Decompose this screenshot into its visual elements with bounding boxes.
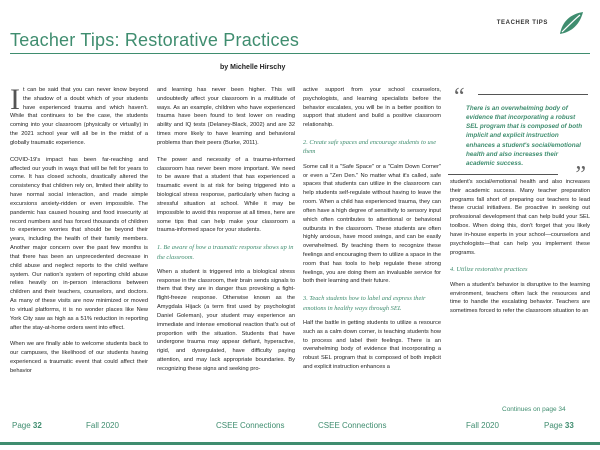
pull-quote <box>448 84 590 188</box>
article-column-1 <box>10 83 148 384</box>
open-quote-mark: “ <box>454 84 465 110</box>
footer-divider <box>0 442 600 445</box>
continues-link[interactable]: Continues on page 34 <box>502 406 566 413</box>
drop-cap: I <box>10 83 20 116</box>
right-publication: CSEE Connections <box>318 421 387 430</box>
intro-paragraph <box>10 83 148 148</box>
right-page-number <box>544 421 574 430</box>
quote-rule-bottom <box>448 174 558 175</box>
left-page-number <box>12 421 42 430</box>
intro-text: t can be said that you can never know beyond the shadow of a doubt which of your students have experienced trauma and which haven't. While that continues to be the case, the students coming into your classroom (physically or virtually) in the 2021 school year will all be in the midst of a globally traumatic experience. <box>10 87 148 146</box>
subheading-tip-3: 3. Teach students how to label and express their emotions in healthy ways through SEL <box>303 295 426 312</box>
paragraph: student's social/emotional health and also increases their academic success. Many teacher preparation programs fall short of preparing our teachers to lead these crucial initiatives. Be proactive in seeking out professional development that can help build your SEL toolbox. When doing this, don't forget that you likely have in-house experts in your school—counselors and psychologists—that can help you implement these programs. <box>450 179 590 256</box>
article-column-4 <box>450 178 590 324</box>
quote-rule-top <box>478 94 588 95</box>
page-label: Page <box>544 421 563 430</box>
page-num: 32 <box>32 421 42 430</box>
paragraph: When a student's behavior is disruptive to the learning environment, teachers often lack the resources and time to handle the escalating behavior. Teachers are sometimes forced to refer the classroom situation to an <box>450 281 590 315</box>
article-column-2 <box>157 86 295 382</box>
article-column-3 <box>303 86 441 380</box>
page-label: Page <box>12 421 31 430</box>
paragraph: When we are finally able to welcome students back to our campuses, the likelihood of our students having experienced a traumatic event that could affect their behavior <box>10 341 148 374</box>
left-issue: Fall 2020 <box>86 421 119 430</box>
leaf-icon <box>556 8 586 38</box>
subheading-tip-1: 1. Be aware of how a traumatic response shows up in the classroom. <box>157 244 294 261</box>
title-divider <box>10 53 590 54</box>
left-publication: CSEE Connections <box>216 421 285 430</box>
subheading-tip-4: 4. Utilize restorative practices <box>450 266 528 274</box>
paragraph: active support from your school counselors, psychologists, and learning specialists before the behavior escalates, you will be in a better position to support that student and build a positive classroom relationship. <box>303 87 441 129</box>
page-num: 33 <box>564 421 574 430</box>
paragraph: Half the battle in getting students to utilize a resource such as a calm down corner, is teaching students how to process and label their feelings. There is an overwhelming body of evidence that incorporating a robust SEL program that is composed of both implicit and explicit instruction enhances a <box>303 319 441 370</box>
byline: by Michelle Hirschy <box>220 64 286 71</box>
section-label: TEACHER TIPS <box>496 20 548 26</box>
pull-quote-text: There is an overwhelming body of evidence that incorporating a robust SEL program that is composed of both implicit and explicit instruction enhances a student's social/emotional health and also increases their academic success. <box>466 105 583 167</box>
paragraph: COVID-19's impact has been far-reaching and affected our youth in ways that will be felt for years to come. It has closed schools, drastically altered the consistency that children rely on, limited their ability to have normal social interaction, and made simple excursions anxiety-ridden or even impossible. The pandemic has caused housing and food insecurity at record numbers and has forced thousands of children to experience worries that should be beyond their years, including the health of their family members. Another major concern over the past few months is that there has been an unprecedented decrease in child abuse and neglect reports to the child welfare system. Our nation's system of reporting child abuse relies heavily on in-person interactions between children and their teachers, counselors, and doctors. As many of these visits are now minimized or moved to virtual platforms, it is no wonder places like New York City saw as high as a 51% reduction in reporting after the stay-at-home orders went into effect. <box>10 156 148 331</box>
paragraph: and learning has never been higher. This will undoubtedly affect your classroom in a multitude of ways. As an example, children who have experienced trauma have been found to test lower on reading ability and IQ tests (Delaney-Black, 2002) and are 32 times more likely to have learning and behavioral problems than their peers (Burke, 2011). <box>157 87 295 146</box>
subheading-tip-2: 2. Create safe spaces and encourage students to use them <box>303 139 437 156</box>
right-issue: Fall 2020 <box>466 421 499 430</box>
paragraph: When a student is triggered into a biological stress response in the classroom, their brain sends signals to them that they are in danger thus provoking a fight-flight-freeze response. Otherwise known as the Amygdala Hijack (a term first used by psychologist Daniel Goleman), your student may experience an immediate and intense emotional reaction that's out of proportion with the situation. Students that have undergone trauma may appear defiant, hyperactive, rigid, and dysregulated, have difficulty paying attention, and may lack appropriate boundaries. By recognizing these signs and seeking pro- <box>157 268 295 372</box>
close-quote-mark: ” <box>575 162 586 188</box>
paragraph: The power and necessity of a trauma-informed classroom has never been more important. We need to be aware that a student that has experienced a traumatic event is at risk for being triggered into a biological stress response, particularly when facing a stressful situation at school. While it may be impossible to avoid this response at all times, here are some tips that can help make your classroom a trauma-informed space for your students. <box>157 156 295 234</box>
page-title: Teacher Tips: Restorative Practices <box>10 30 300 50</box>
paragraph: Some call it a "Safe Space" or a "Calm Down Corner" or even a "Zen Den." No matter what it's called, safe spaces that students can utilize in the classroom can help students self-regulate without having to leave the room. When a child has experienced trauma, they can often have a high degree of sensitivity to sensory input which often contributes to attentional or behavioral outbursts in the classroom. These students are often highly anxious, have mood swings, and can be easily overwhelmed. By teaching them to recognize these feelings and encouraging them to utilize a space in the room that has tools to help regulate these strong feelings, you are doing them an invaluable service for both their learning and their future. <box>303 163 441 285</box>
